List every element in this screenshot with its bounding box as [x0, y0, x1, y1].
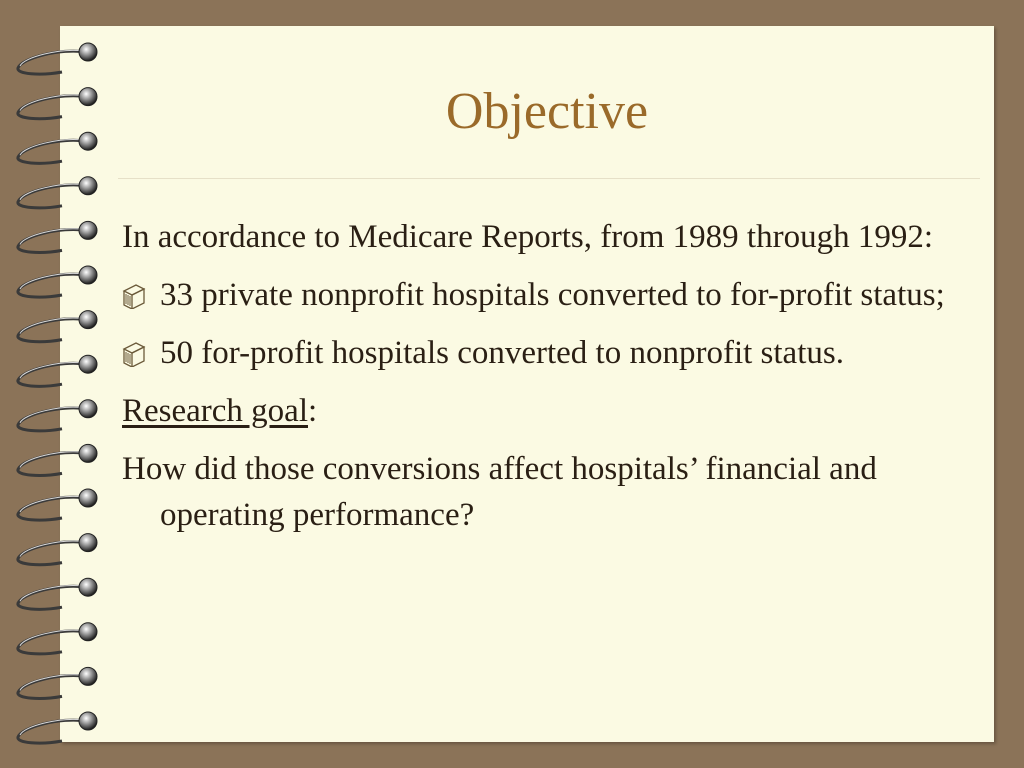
coil-wire: [18, 408, 86, 431]
bullet-item: [122, 272, 982, 318]
coil-wire: [18, 675, 86, 698]
research-goal-colon: :: [308, 393, 318, 429]
coil-wire: [18, 363, 86, 386]
slide-title: Objective: [445, 83, 649, 140]
coil-highlight: [20, 541, 84, 557]
coil-wire: [18, 631, 86, 654]
coil-hole: [79, 534, 97, 552]
research-goal-line: [122, 388, 982, 434]
coil-highlight: [20, 273, 84, 289]
bullet-item: [122, 330, 982, 376]
book-pages-icon: [122, 341, 146, 367]
coil-hole: [79, 578, 97, 596]
coil-highlight: [20, 229, 84, 245]
coil-hole: [79, 712, 97, 730]
coil-hole: [79, 177, 97, 195]
slide-body: [122, 214, 982, 550]
coil-highlight: [20, 363, 84, 379]
coil-hole: [79, 266, 97, 284]
coil-wire: [18, 140, 86, 163]
coil-highlight: [20, 675, 84, 691]
coil-hole: [79, 444, 97, 462]
coil-hole: [79, 311, 97, 329]
coil-highlight: [20, 184, 84, 200]
coil-wire: [18, 51, 86, 74]
coil-highlight: [20, 140, 84, 156]
bullet-text: 33 private nonprofit hospitals converted to for-profit status;: [160, 277, 945, 313]
research-goal-label: Research goal: [122, 393, 308, 429]
coil-highlight: [20, 586, 84, 602]
intro-text: In accordance to Medicare Reports, from 1989 through 1992:: [122, 219, 933, 255]
coil-hole: [79, 400, 97, 418]
coil-wire: [18, 542, 86, 565]
bullet-text: 50 for-profit hospitals converted to nonprofit status.: [160, 335, 844, 371]
coil-wire: [18, 319, 86, 342]
coil-hole: [79, 221, 97, 239]
book-pages-icon: [122, 283, 146, 309]
coil-wire: [18, 720, 86, 743]
coil-wire: [18, 274, 86, 297]
coil-highlight: [20, 50, 84, 66]
coil-wire: [18, 497, 86, 520]
coil-highlight: [20, 407, 84, 423]
coil-highlight: [20, 630, 84, 646]
coil-hole: [79, 43, 97, 61]
coil-hole: [79, 355, 97, 373]
coil-highlight: [20, 452, 84, 468]
coil-hole: [79, 623, 97, 641]
coil-wire: [18, 185, 86, 208]
coil-wire: [18, 229, 86, 252]
title-divider: [118, 178, 980, 179]
coil-highlight: [20, 719, 84, 735]
research-question: How did those conversions affect hospitals’ financial and operating performance?: [122, 451, 877, 533]
coil-highlight: [20, 496, 84, 512]
coil-hole: [79, 489, 97, 507]
coil-wire: [18, 586, 86, 609]
coil-highlight: [20, 318, 84, 334]
coil-wire: [18, 452, 86, 475]
coil-hole: [79, 667, 97, 685]
